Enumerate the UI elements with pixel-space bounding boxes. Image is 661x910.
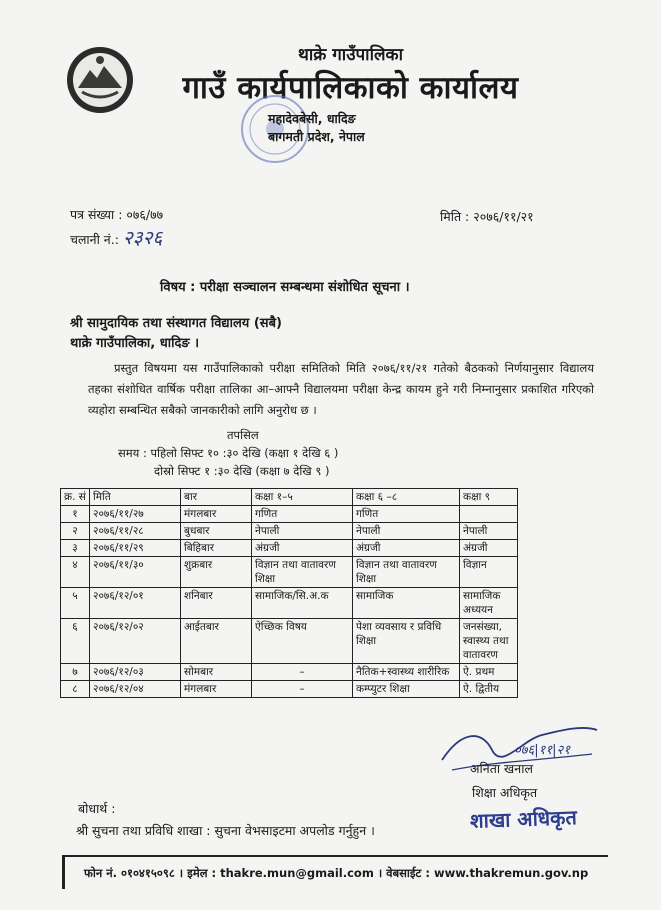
date-value: २०७६/११/२१ xyxy=(473,209,534,224)
col-header-grade-6-8: कक्षा ६ –८ xyxy=(353,489,460,506)
letter-date xyxy=(440,208,534,225)
municipality-name: थाक्रे गाउँपालिका xyxy=(298,45,403,65)
cell-grade-9 xyxy=(460,506,518,523)
cell-grade-9: विज्ञान xyxy=(460,557,518,588)
patra-sankhya xyxy=(70,206,163,223)
cell-grade-1-5: गणित xyxy=(252,506,353,523)
schedule-heading: तपसिल xyxy=(227,428,259,442)
table-row xyxy=(61,588,518,619)
bodhartha-label: बोधार्थ : xyxy=(78,801,116,816)
signatory-title: शिक्षा अधिकृत xyxy=(472,785,538,800)
cell-grade-9: ऐ. द्वितीय xyxy=(460,681,518,698)
col-header-date: मिति xyxy=(90,489,181,506)
section-officer-stamp: शाखा अधिकृत xyxy=(469,805,578,833)
cell-grade-9: अंग्रजी xyxy=(460,540,518,557)
signatory-name: अनिता खनाल xyxy=(470,761,533,776)
patra-label: पत्र संख्या : xyxy=(70,207,123,222)
date-label: मिति : xyxy=(440,209,470,224)
body-paragraph xyxy=(88,358,594,421)
cell-grade-6-8: नैतिक+स्वास्थ्य शारीरिक xyxy=(353,664,460,681)
cell-grade-6-8: सामाजिक xyxy=(353,588,460,619)
cell-sn: ४ xyxy=(61,557,90,588)
col-header-grade-9: कक्षा ९ xyxy=(460,489,518,506)
cell-sn: ५ xyxy=(61,588,90,619)
cell-day: शनिबार xyxy=(181,588,252,619)
table-row xyxy=(61,506,518,523)
shift-one: समय : पहिलो सिफ्ट १० :३० देखि (कक्षा १ देखि ६ ) xyxy=(118,446,339,460)
signature-date: ०७६|११|२१ xyxy=(514,743,571,758)
cell-grade-1-5: ऐच्छिक विषय xyxy=(252,619,353,664)
cell-day: मंगलबार xyxy=(181,506,252,523)
body-text: प्रस्तुत विषयमा यस गाउँपालिकाको परीक्षा समितिको मिति २०७६/११/२१ गतेको बैठकको निर्णयानुसार विद्यालय तहका संशोधित वार्षिक परीक्षा तालिका आ–आफ्नै विद्यालयमा परीक्षा केन्द्र कायम हुने गरी निम्नानुसार प्रकाशित गरिएको व्यहोरा सम्बन्धित सबैको जानकारीको लागि अनुरोध छ । xyxy=(88,361,594,417)
address-line-2: बागमती प्रदेश, नेपाल xyxy=(268,129,365,144)
cell-sn: ३ xyxy=(61,540,90,557)
cell-date: २०७६/१२/०४ xyxy=(90,681,181,698)
cell-grade-1-5: सामाजिक/सि.अ.क xyxy=(252,588,353,619)
subject-label: विषय : xyxy=(160,280,196,295)
subject-text: परीक्षा सञ्चालन सम्बन्धमा संशोधित सूचना । xyxy=(199,280,410,295)
table-row xyxy=(61,540,518,557)
addressee-line-1: श्री सामुदायिक तथा संस्थागत विद्यालय (सबै) xyxy=(70,316,282,331)
cell-day: बुधबार xyxy=(181,523,252,540)
cell-date: २०७६/१२/०३ xyxy=(90,664,181,681)
col-header-day: बार xyxy=(181,489,252,506)
cell-grade-1-5: – xyxy=(252,681,353,698)
chalani-number xyxy=(70,224,162,250)
cell-date: २०७६/११/२८ xyxy=(90,523,181,540)
office-title: गाउँ कार्यपालिकाको कार्यालय xyxy=(182,70,519,106)
table-row xyxy=(61,619,518,664)
chalani-value: २३२६ xyxy=(122,227,163,249)
exam-schedule-table xyxy=(60,488,518,698)
cell-day: आईतबार xyxy=(181,619,252,664)
cell-grade-1-5: नेपाली xyxy=(252,523,353,540)
cell-grade-6-8: कम्प्युटर शिक्षा xyxy=(353,681,460,698)
table-row xyxy=(61,664,518,681)
patra-value: ०७६/७७ xyxy=(126,207,164,222)
cell-grade-1-5: अंग्रजी xyxy=(252,540,353,557)
cell-sn: ८ xyxy=(61,681,90,698)
cell-grade-9: ऐ. प्रथम xyxy=(460,664,518,681)
cell-grade-9: सामाजिक अध्ययन xyxy=(460,588,518,619)
cell-date: २०७६/११/२९ xyxy=(90,540,181,557)
cell-grade-9: नेपाली xyxy=(460,523,518,540)
cell-date: २०७६/१२/०२ xyxy=(90,619,181,664)
addressee-line-2: थाक्रे गाउँपालिका, धादिङ । xyxy=(70,336,200,351)
cell-sn: ७ xyxy=(61,664,90,681)
cell-day: सोमबार xyxy=(181,664,252,681)
cell-grade-6-8: विज्ञान तथा वातावरण शिक्षा xyxy=(353,557,460,588)
cell-grade-1-5: – xyxy=(252,664,353,681)
cell-day: शुक्रबार xyxy=(181,557,252,588)
cell-sn: ६ xyxy=(61,619,90,664)
cell-grade-6-8: अंग्रजी xyxy=(353,540,460,557)
table-row xyxy=(61,523,518,540)
table-row xyxy=(61,681,518,698)
cell-day: मंगलबार xyxy=(181,681,252,698)
cell-grade-9: जनसंख्या, स्वास्थ्य तथा वातावरण xyxy=(460,619,518,664)
address-line-1: महादेवबेसी, धादिङ xyxy=(268,111,356,126)
cell-sn: २ xyxy=(61,523,90,540)
cell-day: बिहिबार xyxy=(181,540,252,557)
cell-grade-6-8: नेपाली xyxy=(353,523,460,540)
subject-line xyxy=(160,277,410,295)
cell-grade-6-8: गणित xyxy=(353,506,460,523)
cell-sn: १ xyxy=(61,506,90,523)
table-row xyxy=(61,557,518,588)
col-header-sn: क्र. सं xyxy=(61,489,90,506)
cell-date: २०७६/१२/०१ xyxy=(90,588,181,619)
col-header-grade-1-5: कक्षा १–५ xyxy=(252,489,353,506)
cell-grade-1-5: विज्ञान तथा वातावरण शिक्षा xyxy=(252,557,353,588)
cell-date: २०७६/११/२७ xyxy=(90,506,181,523)
shift-two: दोस्रो सिफ्ट १ :३० देखि (कक्षा ७ देखि ९ ) xyxy=(154,464,330,478)
cell-date: २०७६/११/३० xyxy=(90,557,181,588)
bodhartha-item: श्री सुचना तथा प्रविधि शाखा : सुचना वेभसाइटमा अपलोड गर्नुहुन । xyxy=(76,823,375,838)
chalani-label: चलानी नं.: xyxy=(70,232,119,247)
footer-contact: फोन नं. ०१०४१५०९८ । इमेल : thakre.mun@gmail.com । वेबसाईट : www.thakremun.gov.np xyxy=(84,866,589,880)
table-header-row xyxy=(61,489,518,506)
cell-grade-6-8: पेशा व्यवसाय र प्रविधि शिक्षा xyxy=(353,619,460,664)
